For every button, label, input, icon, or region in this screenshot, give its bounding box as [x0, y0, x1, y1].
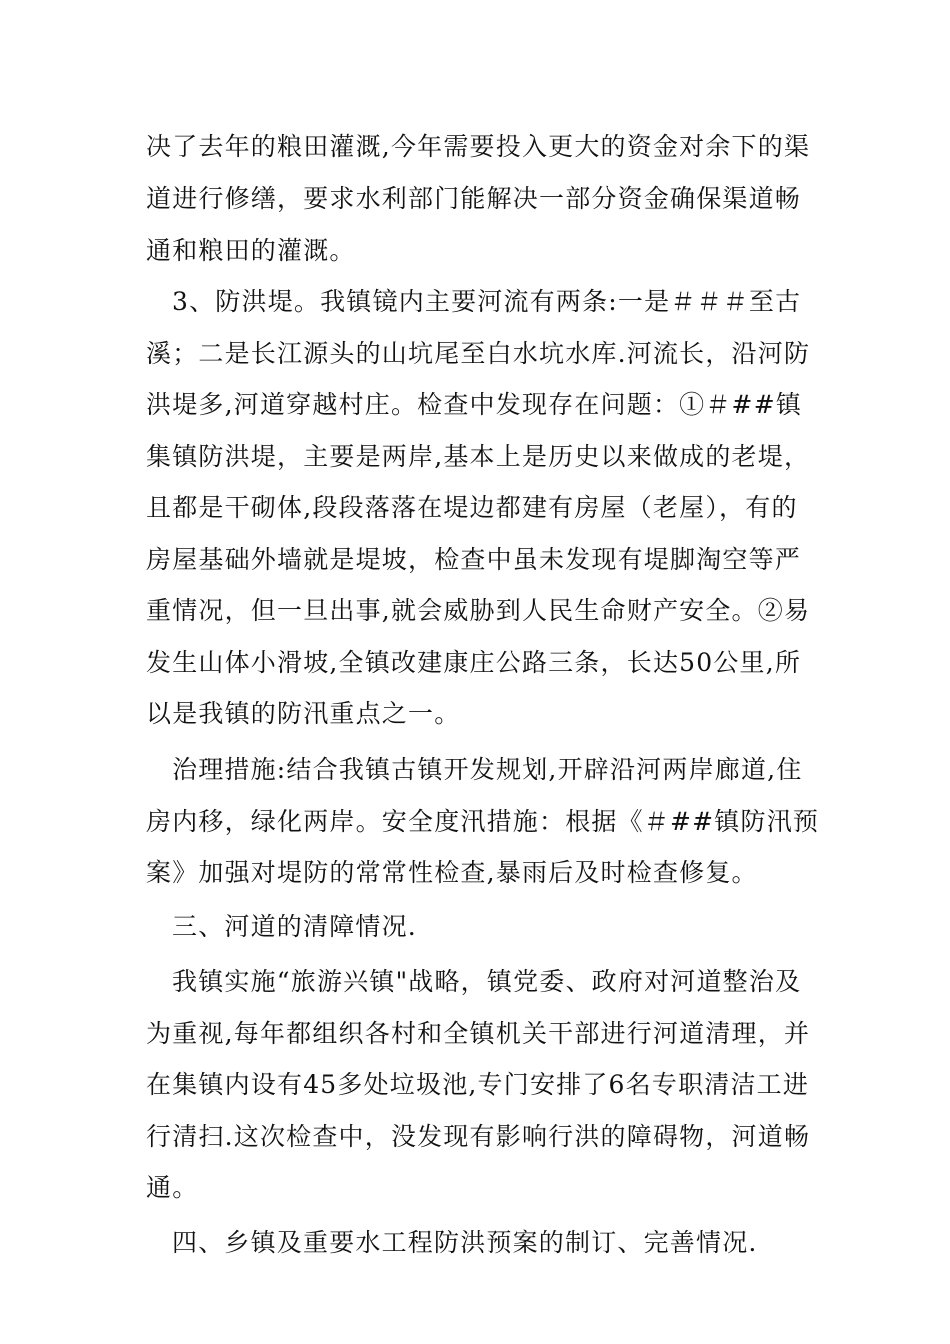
body-text-line: 为重视,每年都组织各村和全镇机关干部进行河道清理，并: [146, 1019, 811, 1048]
body-text-line: 房屋基础外墙就是堤坡，检查中虽未发现有堤脚淘空等严: [146, 545, 802, 574]
body-text-line: 决了去年的粮田灌溉,今年需要投入更大的资金对余下的渠: [146, 132, 811, 161]
section-heading: 四、乡镇及重要水工程防洪预案的制订、完善情况.: [172, 1228, 758, 1257]
body-text-line: 且都是干砌体,段段落落在堤边都建有房屋（老屋），有的: [146, 493, 798, 522]
body-text-line: 洪堤多,河道穿越村庄。检查中发现存在问题：①＃##镇: [146, 390, 803, 419]
body-text-line: 通和粮田的灌溉。: [146, 236, 356, 265]
body-text-line: 通。: [146, 1173, 199, 1202]
body-text-line: 溪；二是长江源头的山坑尾至白水坑水库.河流长，沿河防: [146, 339, 811, 368]
body-text-line: 重情况，但一旦出事,就会威胁到人民生命财产安全。②易: [146, 596, 811, 625]
body-text-line: 案》加强对堤防的常常性检查,暴雨后及时检查修复。: [146, 858, 758, 887]
body-text-line: 集镇防洪堤，主要是两岸,基本上是历史以来做成的老堤，: [146, 442, 811, 471]
body-text-line: 以是我镇的防汛重点之一。: [146, 699, 461, 728]
section-heading: 三、河道的清障情况.: [172, 912, 417, 941]
body-text-line: 发生山体小滑坡,全镇改建康庄公路三条，长达50公里,所: [146, 648, 802, 677]
body-text-line: 3、防洪堤。我镇镜内主要河流有两条:一是＃＃＃至古: [172, 287, 802, 316]
body-text-line: 我镇实施“旅游兴镇"战略，镇党委、政府对河道整治及: [172, 967, 802, 996]
body-text-line: 在集镇内设有45多处垃圾池,专门安排了6名专职清洁工进: [146, 1070, 810, 1099]
body-text-line: 治理措施:结合我镇古镇开发规划,开辟沿河两岸廊道,住: [172, 755, 803, 784]
body-text-line: 房内移，绿化两岸。安全度汛措施：根据《＃##镇防汛预: [146, 807, 820, 836]
body-text-line: 行清扫.这次检查中，没发现有影响行洪的障碍物，河道畅: [146, 1122, 811, 1151]
body-text-line: 道进行修缮，要求水利部门能解决一部分资金确保渠道畅: [146, 184, 802, 213]
